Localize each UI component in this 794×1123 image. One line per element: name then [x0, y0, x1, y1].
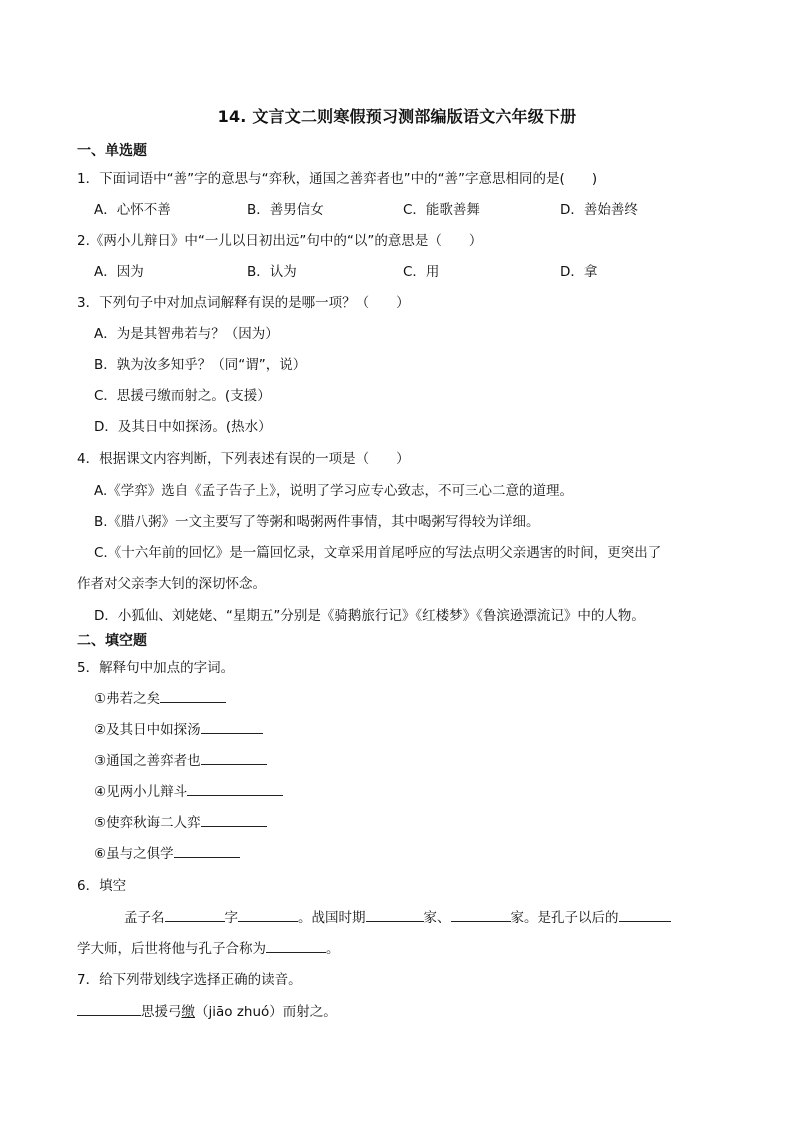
underlined-character: 缴: [181, 1004, 195, 1020]
option-c[interactable]: C．思援弓缴而射之。(支援）: [94, 388, 271, 404]
question-6-line-2: 学大师，后世将他与孔子合称为 。: [77, 937, 340, 957]
option-b[interactable]: B.《腊八粥》一文主要写了等粥和喝粥两件事情，其中喝粥写得较为详细。: [94, 514, 540, 530]
answer-blank[interactable]: [174, 843, 240, 858]
question-4-stem: 4．根据课文内容判断，下列表述有误的一项是（ ）: [77, 451, 410, 467]
answer-blank[interactable]: [451, 907, 511, 922]
q5-item-1: ①弗若之矣: [94, 687, 226, 707]
question-7-stem: 7．给下列带划线字选择正确的读音。: [77, 972, 302, 988]
option-c[interactable]: C．能歌善舞: [403, 202, 480, 218]
option-b[interactable]: B．善男信女: [247, 202, 324, 218]
answer-blank[interactable]: [77, 1001, 141, 1016]
question-6-line-1: 孟子名 字 。战国时期 家、 家。是孔子以后的: [124, 906, 671, 926]
answer-blank[interactable]: [165, 907, 225, 922]
question-5-stem: 5．解释句中加点的字词。: [77, 660, 235, 676]
answer-blank[interactable]: [201, 812, 267, 827]
option-a[interactable]: A.《学弈》选自《孟子告子上》，说明了学习应专心致志，不可三心二意的道理。: [94, 483, 574, 499]
answer-blank[interactable]: [201, 750, 267, 765]
section-heading-single-choice: 一、单选题: [77, 143, 147, 159]
option-a[interactable]: A．为是其智弗若与？（因为）: [94, 326, 279, 342]
option-c[interactable]: C．用: [403, 264, 440, 280]
answer-blank[interactable]: [238, 907, 298, 922]
option-a[interactable]: A．因为: [94, 264, 144, 280]
answer-blank[interactable]: [160, 688, 226, 703]
q5-item-2: ②及其日中如探汤: [94, 718, 263, 738]
answer-blank[interactable]: [187, 781, 283, 796]
q5-item-3: ③通国之善弈者也: [94, 749, 267, 769]
section-heading-fill-in: 二、填空题: [77, 633, 147, 649]
answer-blank[interactable]: [266, 938, 326, 953]
option-a[interactable]: A．心怀不善: [94, 202, 171, 218]
option-b[interactable]: B．认为: [247, 264, 297, 280]
question-3-stem: 3．下列句子中对加点词解释有误的是哪一项？（ ）: [77, 295, 410, 311]
question-7-line: 思援弓缴（jiāo zhuó）而射之。: [77, 1000, 337, 1020]
question-1-stem: 1．下面词语中“善”字的意思与“弈秋，通国之善弈者也”中的“善”字意思相同的是( ): [77, 171, 598, 187]
question-2-stem: 2.《两小儿辩日》中“一儿以日初出远”句中的“以”的意思是（ ）: [77, 233, 483, 249]
q5-item-4: ④见两小儿辩斗: [94, 780, 283, 800]
answer-blank[interactable]: [201, 719, 263, 734]
answer-blank[interactable]: [366, 907, 424, 922]
option-d[interactable]: D．小狐仙、刘姥姥、“星期五”分别是《骑鹅旅行记》《红楼梦》《鲁滨逊漂流记》中的人物。: [94, 608, 645, 624]
question-6-stem: 6．填空: [77, 878, 127, 894]
option-c[interactable]: C.《十六年前的回忆》是一篇回忆录，文章采用首尾呼应的写法点明父亲遇害的时间，更突出了: [94, 545, 662, 561]
option-d[interactable]: D．拿: [560, 264, 598, 280]
option-b[interactable]: B．孰为汝多知乎？（同“谓”，说）: [94, 357, 307, 373]
option-c-continuation: 作者对父亲李大钊的深切怀念。: [77, 576, 266, 592]
option-d[interactable]: D．及其日中如探汤。(热水）: [94, 419, 272, 435]
q5-item-6: ⑥虽与之俱学: [94, 842, 240, 862]
answer-blank[interactable]: [619, 907, 671, 922]
q5-item-5: ⑤使弈秋诲二人弈: [94, 811, 267, 831]
page-title: 14. 文言文二则寒假预习测部编版语文六年级下册: [217, 107, 577, 126]
option-d[interactable]: D．善始善终: [560, 202, 638, 218]
